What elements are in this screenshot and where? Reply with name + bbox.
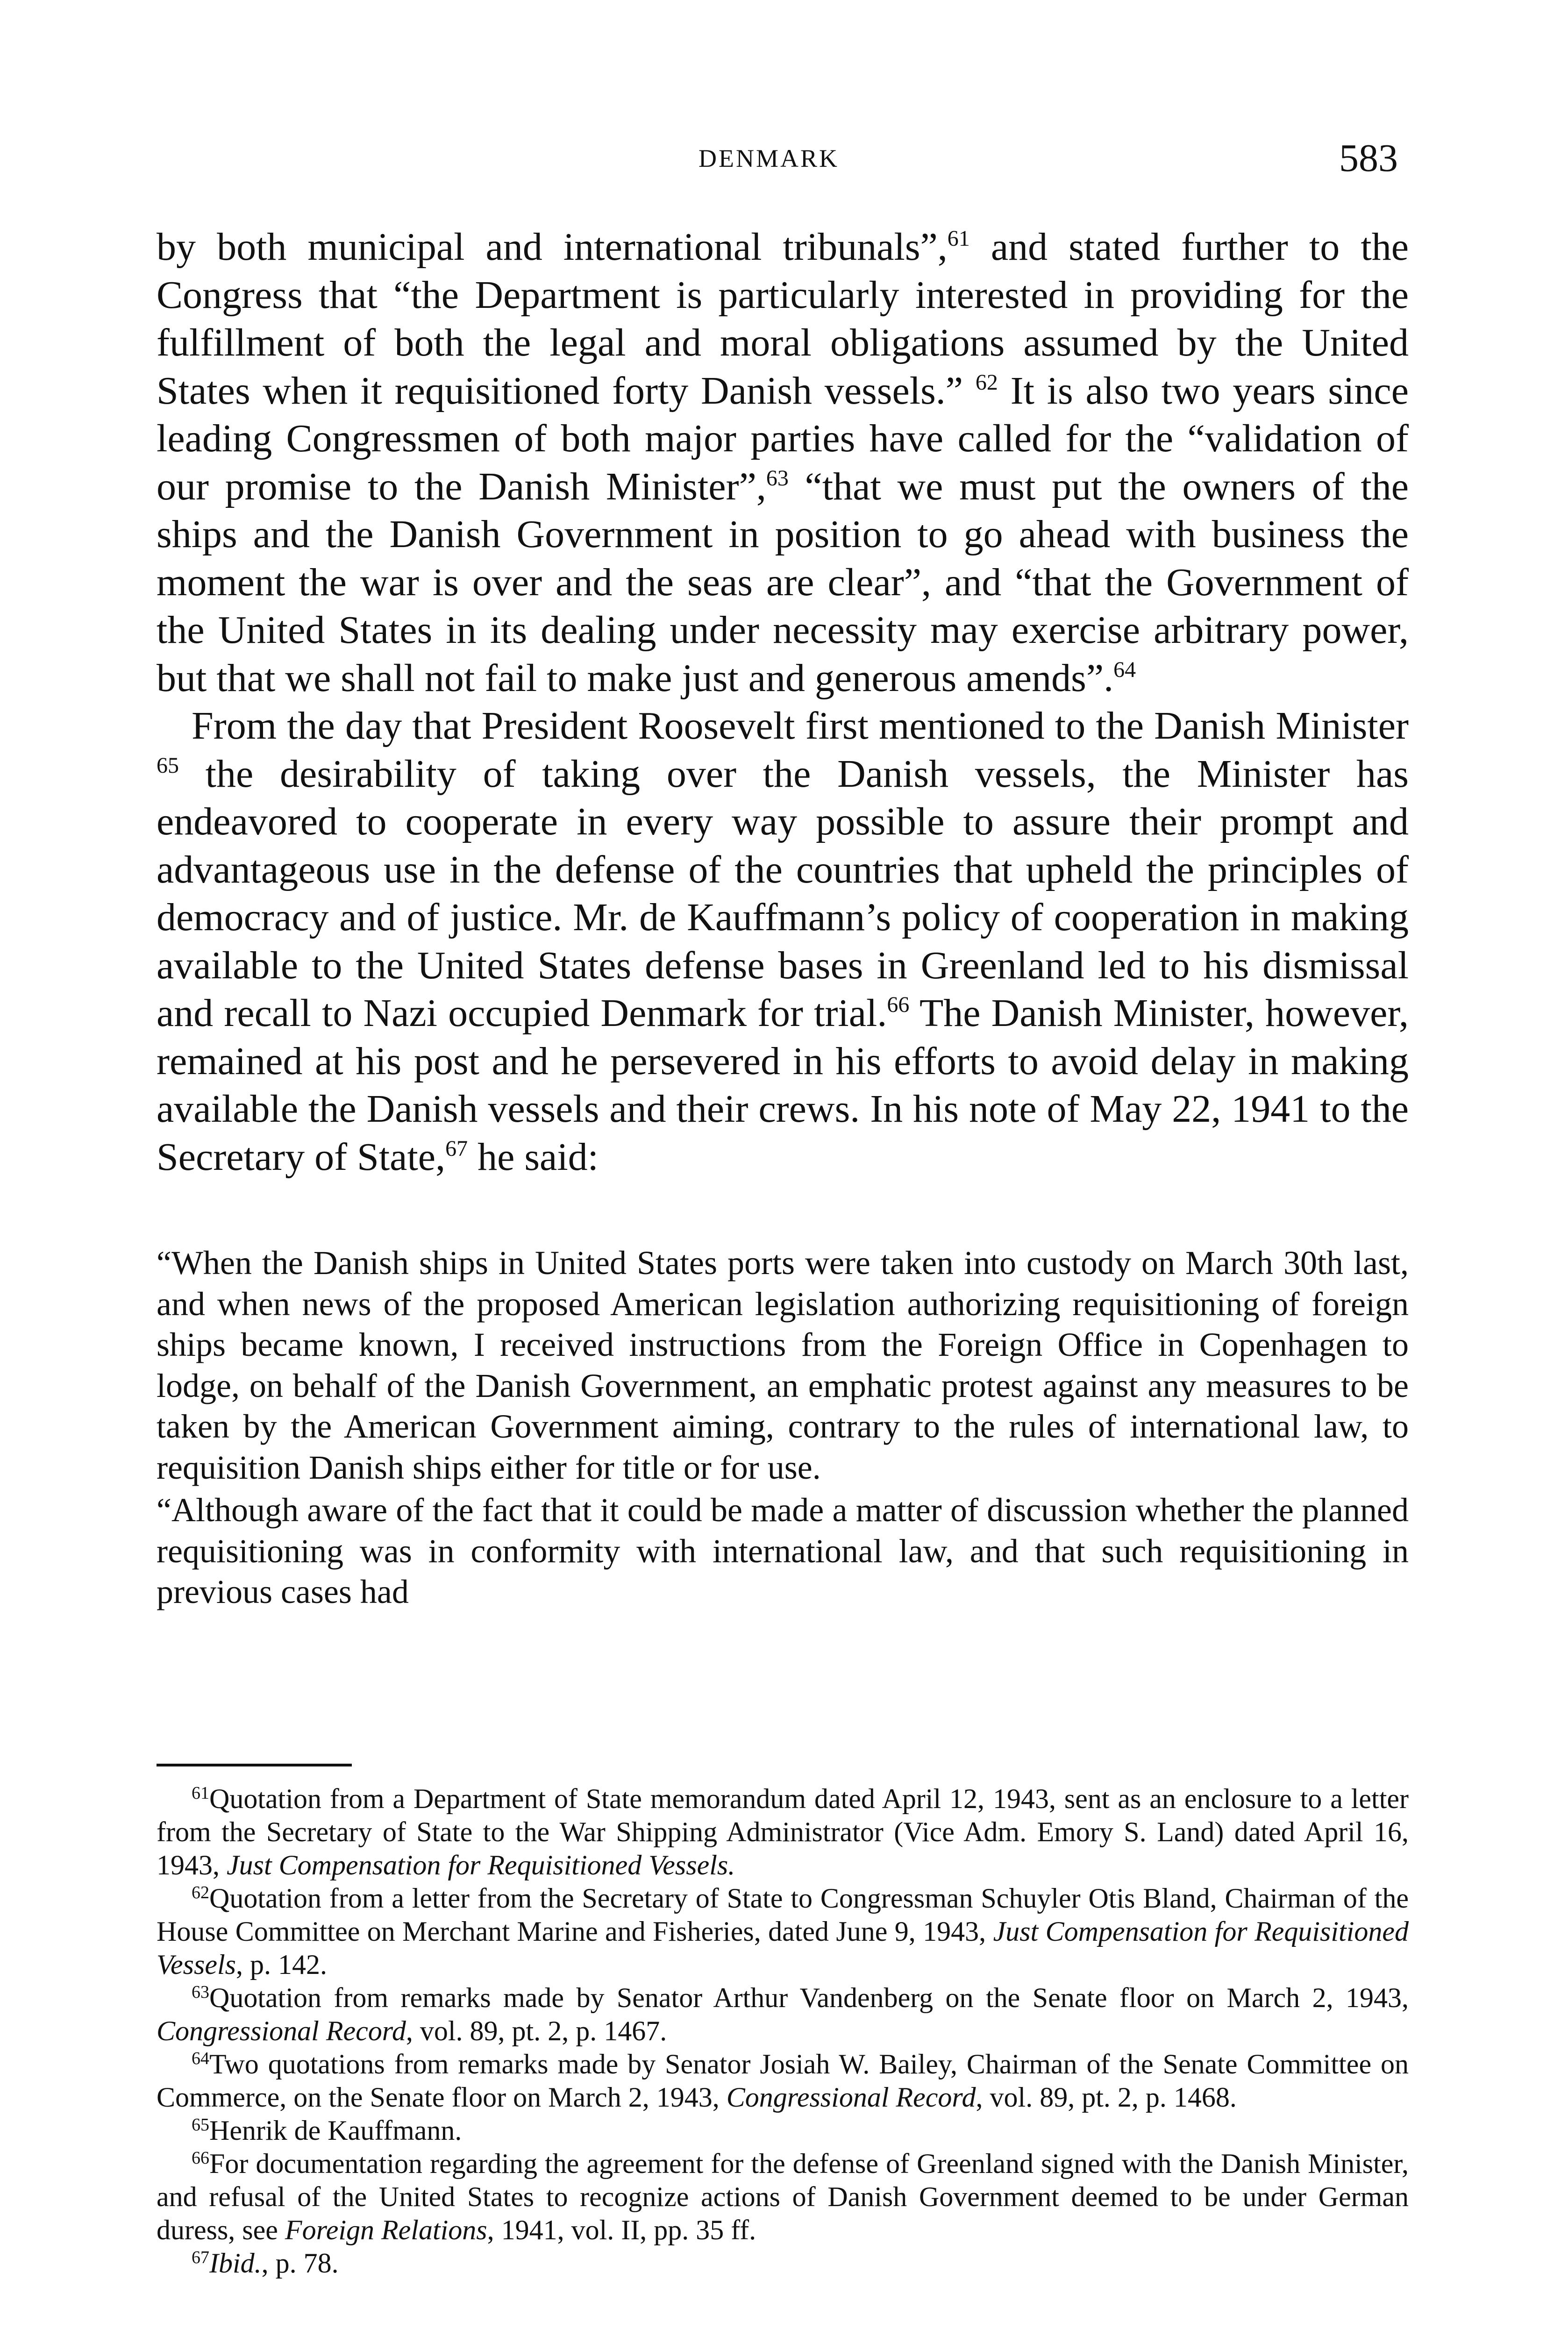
- footnote-text: Two quotations from remarks made by Senator Josiah W. Bailey, Chairman of the Senate Committee on Commerce, on the Senate floor on March 2, 1943,: [157, 2049, 1409, 2113]
- footnote-63: [157, 1981, 1409, 2048]
- footnote-64: [157, 2048, 1409, 2114]
- text-run: “that we must put the owners of the ships and the Danish Government in position to go ahead with business the moment the war is over and the seas are clear”, and “that the Government of the United States in its dealing under necessity may exercise arbitrary power, but that we shall not fail to make just and generous amends”.: [157, 464, 1409, 700]
- text-run: he said:: [468, 1135, 599, 1179]
- footnote-title: Ibid.: [209, 2248, 262, 2279]
- footnote-text: For documentation regarding the agreement for the defense of Greenland signed with the Danish Minister, and refusal of the United States to recognize actions of Danish Government deemed to be under German duress, see: [157, 2148, 1409, 2245]
- footnote-61: [157, 1782, 1409, 1882]
- paragraph: [157, 223, 1409, 702]
- footnote-mark: 66: [192, 2148, 209, 2168]
- footnote-67: [157, 2247, 1409, 2280]
- footnote-mark: 61: [192, 1783, 209, 1803]
- footnote-title: Congressional Record: [726, 2082, 976, 2113]
- footnote-65: [157, 2114, 1409, 2147]
- footnote-title: Congressional Record: [157, 2016, 406, 2046]
- text-run: the desirability of taking over the Danish vessels, the Minister has endeavored to cooperate in every way possible to assure their prompt and advantageous use in the defense of the countries that upheld the principles of democracy and of justice. Mr. de Kauffmann’s policy of cooperation in making available to the United States defense bases in Greenland led to his dismissal and recall to Nazi occupied Denmark for trial.: [157, 752, 1409, 1035]
- footnote-ref-61[interactable]: 61: [947, 226, 970, 251]
- footnote-ref-62[interactable]: 62: [975, 370, 998, 395]
- footnote-title: Foreign Relations: [285, 2215, 487, 2245]
- footnote-text: , vol. 89, pt. 2, p. 1467.: [406, 2016, 667, 2046]
- footnotes: [157, 1782, 1409, 2280]
- text-run: It is also two years since leading Congressmen of both major parties have called for the “validation of our promise to the Danish Minister”,: [157, 369, 1409, 508]
- footnote-text: Henrik de Kauffmann.: [209, 2115, 462, 2146]
- footnote-mark: 67: [192, 2248, 209, 2267]
- footnote-ref-63[interactable]: 63: [766, 465, 789, 491]
- footnote-text: , vol. 89, pt. 2, p. 1468.: [976, 2082, 1237, 2113]
- text-run: and stated further to the Congress that “the Department is particularly interested in providing for the fulfillment of both the legal and moral obligations assumed by the United States when it requisitioned forty Danish vessels.”: [157, 225, 1409, 413]
- footnote-ref-65[interactable]: 65: [157, 753, 179, 778]
- footnote-title: Just Compensation for Requisitioned Vessels.: [227, 1850, 735, 1880]
- page-number: 583: [1339, 136, 1398, 180]
- footnote-text: , p. 78.: [261, 2248, 339, 2279]
- footnote-ref-66[interactable]: 66: [887, 992, 910, 1017]
- footnote-text: Quotation from a Department of State memorandum dated April 12, 1943, sent as an enclosure to a letter from the Secretary of State to the War Shipping Administrator (Vice Adm. Emory S. Land) dated April 16, 1943,: [157, 1783, 1409, 1880]
- text-run: by both municipal and international tribunals”,: [157, 225, 948, 269]
- footnote-text: , p. 142.: [235, 1949, 327, 1980]
- footnote-text: , 1941, vol. II, pp. 35 ff.: [487, 2215, 756, 2245]
- footnote-ref-64[interactable]: 64: [1113, 657, 1136, 682]
- running-head: DENMARK: [698, 144, 840, 172]
- text-run: The Danish Minister, however, remained at his post and he persevered in his efforts to avoid delay in making available the Danish vessels and their crews. In his note of May 22, 1941 to the Secretary of State,: [157, 991, 1409, 1179]
- footnote-mark: 64: [192, 2049, 209, 2068]
- footnote-title: Just Compensation for Requisitioned Vessels: [157, 1916, 1409, 1980]
- footnote-mark: 63: [192, 1982, 209, 2002]
- footnote-divider: [157, 1764, 352, 1766]
- body-text: [157, 223, 1409, 1181]
- footnote-ref-67[interactable]: 67: [445, 1136, 468, 1161]
- block-quote: [157, 1243, 1409, 1613]
- footnote-66: [157, 2147, 1409, 2247]
- footnote-mark: 62: [192, 1883, 209, 1902]
- quote-paragraph: “Although aware of the fact that it could be made a matter of discussion whether the planned requisitioning was in conformity with international law, and that such requisitioning in previous cases had: [157, 1491, 1409, 1610]
- quote-paragraph: “When the Danish ships in United States ports were taken into custody on March 30th last, and when news of the proposed American legislation authorizing requisitioning of foreign ships became known, I received instructions from the Foreign Office in Copenhagen to lodge, on behalf of the Danish Government, an emphatic protest against any measures to be taken by the American Government aiming, contrary to the rules of international law, to requisition Danish ships either for title or for use.: [157, 1244, 1409, 1486]
- footnote-mark: 65: [192, 2115, 209, 2135]
- footnote-62: [157, 1882, 1409, 1981]
- text-run: From the day that President Roosevelt first mentioned to the Danish Minister: [192, 704, 1409, 748]
- footnote-text: Quotation from a letter from the Secretary of State to Congressman Schuyler Otis Bland, Chairman of the House Committee on Merchant Marine and Fisheries, dated June 9, 1943,: [157, 1883, 1409, 1947]
- paragraph: [157, 702, 1409, 1181]
- footnote-text: Quotation from remarks made by Senator Arthur Vandenberg on the Senate floor on March 2, 1943,: [209, 1982, 1409, 2013]
